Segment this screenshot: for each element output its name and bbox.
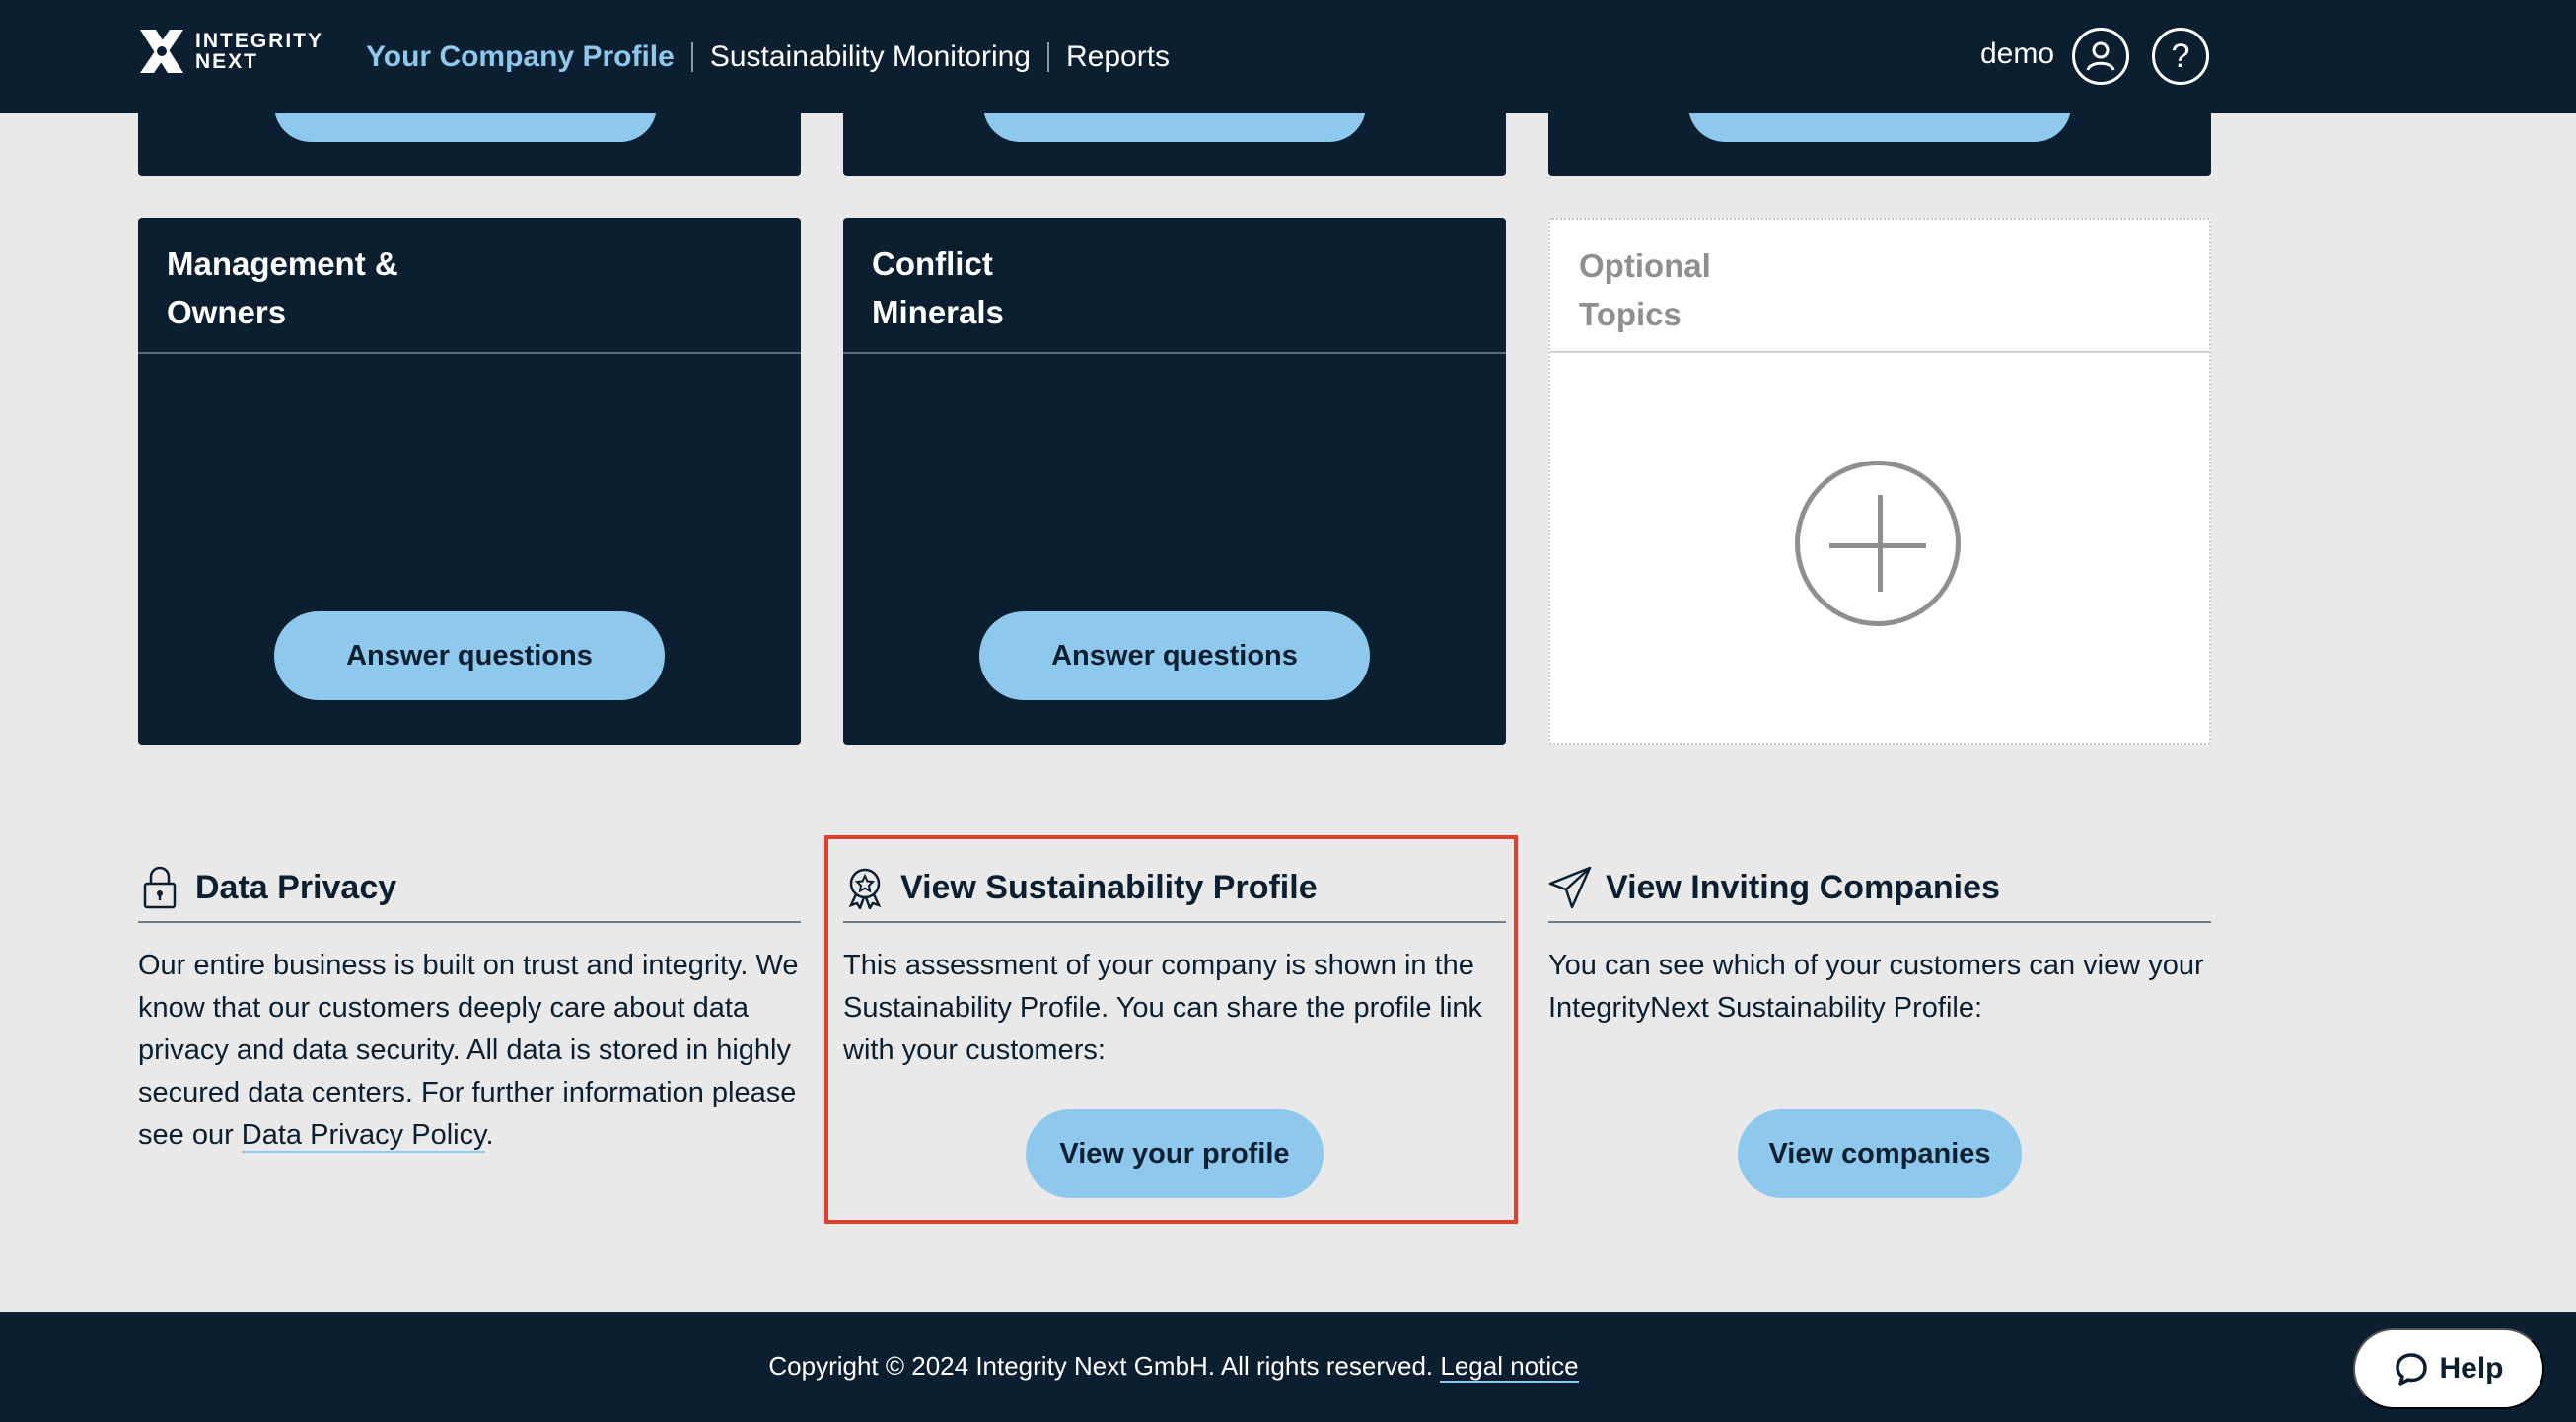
card-divider <box>138 352 801 354</box>
data-privacy-policy-link[interactable]: Data Privacy Policy <box>241 1119 486 1151</box>
plus-circle-icon[interactable] <box>1795 461 1961 626</box>
section-title: View Inviting Companies <box>1606 868 2000 906</box>
view-companies-button[interactable]: View companies <box>1738 1109 2022 1198</box>
lock-icon <box>138 866 181 909</box>
copyright-text: Copyright © 2024 Integrity Next GmbH. All rights reserved. Legal notice <box>768 1351 1579 1381</box>
data-privacy-section <box>138 854 801 1157</box>
view-your-profile-button[interactable]: View your profile <box>1026 1109 1324 1198</box>
inviting-companies-text: You can see which of your customers can view your IntegrityNext Sustainability Profile: <box>1548 950 2204 1024</box>
card-title: Optional Topics <box>1579 248 1711 332</box>
answer-questions-button[interactable]: Answer questions <box>979 611 1370 700</box>
section-divider <box>1548 921 2211 923</box>
card-title: Conflict Minerals <box>872 246 1004 330</box>
nav-separator <box>691 42 693 72</box>
integritynext-logo[interactable] <box>136 26 323 77</box>
topic-card-optional-topics[interactable] <box>1548 218 2211 745</box>
paper-plane-icon <box>1548 866 1592 909</box>
data-privacy-text: Our entire business is built on trust and integrity. We know that our customers deeply care about data privacy and data security. All data is stored in highly secured data centers. For further information please see our Data Privacy Policy. <box>138 950 799 1151</box>
top-navigation-bar <box>0 0 2576 113</box>
nav-your-company-profile[interactable]: Your Company Profile <box>366 39 675 73</box>
user-account-icon[interactable] <box>2072 28 2129 85</box>
section-divider <box>138 921 801 923</box>
footer <box>0 1312 2576 1422</box>
nav-reports[interactable]: Reports <box>1066 39 1171 73</box>
logo-x-icon <box>136 26 187 77</box>
logo-wordmark: INTEGRITY NEXT <box>195 30 324 73</box>
section-title: View Sustainability Profile <box>900 868 1318 906</box>
answer-questions-button[interactable]: Answer questions <box>274 611 665 700</box>
section-title: Data Privacy <box>195 868 397 906</box>
help-question-icon[interactable]: ? <box>2152 28 2209 85</box>
nav-sustainability-monitoring[interactable]: Sustainability Monitoring <box>709 39 1031 73</box>
legal-notice-link[interactable]: Legal notice <box>1440 1351 1579 1381</box>
inviting-companies-section <box>1548 854 2211 1170</box>
highlight-box <box>824 835 1518 1224</box>
topic-card-conflict-minerals <box>843 218 1506 745</box>
topic-card-management-owners <box>138 218 801 745</box>
card-divider <box>843 352 1506 354</box>
nav-separator <box>1047 42 1049 72</box>
card-title: Management & Owners <box>167 246 398 330</box>
card-divider <box>1550 351 2209 353</box>
chat-bubble-icon <box>2394 1351 2429 1386</box>
help-chat-button[interactable]: Help <box>2353 1328 2544 1409</box>
user-name[interactable]: demo <box>1980 37 2055 70</box>
main-nav <box>366 0 1170 113</box>
sustainability-profile-text: This assessment of your company is shown in the Sustainability Profile. You can share the profile link with your customers: <box>843 950 1483 1066</box>
